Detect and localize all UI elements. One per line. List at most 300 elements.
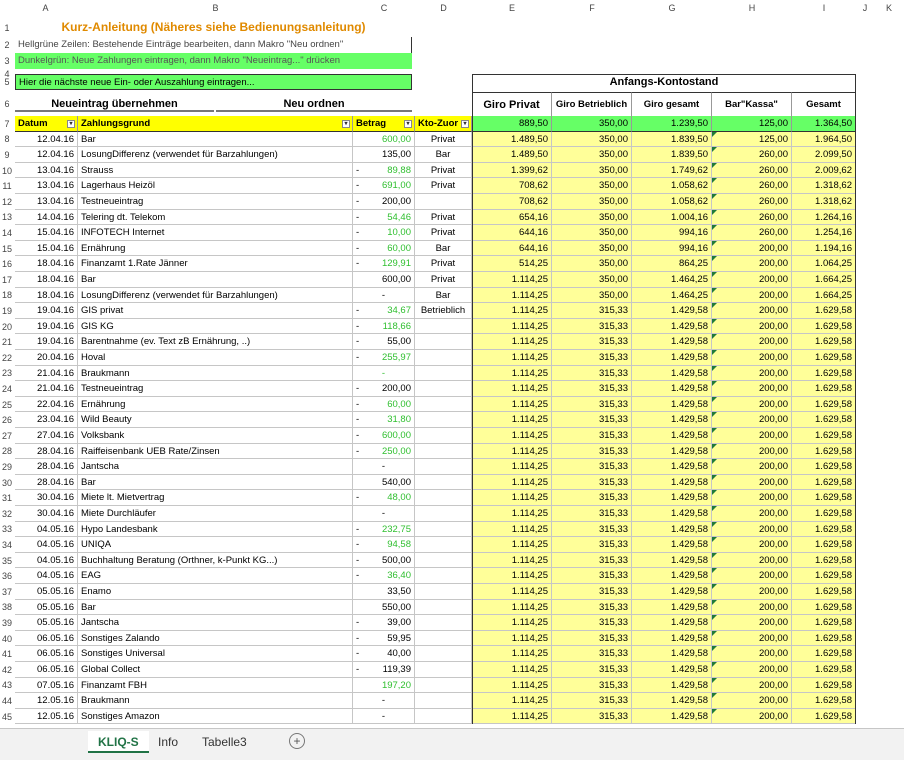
cell-giro-privat[interactable]: 1.114,25 [472, 615, 552, 631]
column-header-d[interactable]: D [440, 3, 447, 13]
row-number[interactable]: 34 [1, 539, 12, 550]
cell-gesamt[interactable]: 1.629,58 [792, 303, 856, 319]
cell-datum[interactable]: 12.04.16 [15, 132, 78, 148]
cell-giro-betrieblich[interactable]: 350,00 [552, 256, 632, 272]
cell-zahlungsgrund[interactable]: Strauss [78, 163, 353, 179]
cell-gesamt[interactable]: 1.629,58 [792, 522, 856, 538]
cell-giro-privat[interactable]: 1.114,25 [472, 709, 552, 725]
header-kto-zuor[interactable]: Kto-Zuor ▾ [415, 116, 472, 132]
cell-giro-gesamt[interactable]: 1.429,58 [632, 490, 712, 506]
cell-giro-privat[interactable]: 708,62 [472, 194, 552, 210]
cell-giro-betrieblich[interactable]: 315,33 [552, 412, 632, 428]
cell-kto-zuor[interactable] [415, 615, 472, 631]
cell-kto-zuor[interactable] [415, 334, 472, 350]
cell-giro-privat[interactable]: 1.114,25 [472, 366, 552, 382]
cell-betrag[interactable]: - [353, 506, 415, 522]
cell-kto-zuor[interactable] [415, 350, 472, 366]
row-number[interactable]: 16 [1, 259, 12, 270]
instruction-line-3[interactable]: Dunkelgrün: Neue Zahlungen eintragen, dann Makro "Neueintrag..." drücken [15, 53, 412, 69]
cell-datum[interactable]: 20.04.16 [15, 350, 78, 366]
cell-datum[interactable]: 22.04.16 [15, 397, 78, 413]
cell-betrag[interactable]: 232,75 - [353, 522, 415, 538]
cell-betrag[interactable]: - [353, 709, 415, 725]
row-number[interactable]: 42 [1, 664, 12, 675]
row-number[interactable]: 3 [4, 56, 10, 66]
cell-bar-kassa[interactable]: 260,00 [712, 210, 792, 226]
cell-gesamt[interactable]: 1.629,58 [792, 459, 856, 475]
cell-datum[interactable]: 28.04.16 [15, 475, 78, 491]
start-balance-giro-gesamt[interactable]: 1.239,50 [632, 116, 712, 132]
cell-bar-kassa[interactable]: 200,00 [712, 646, 792, 662]
cell-kto-zuor[interactable] [415, 709, 472, 725]
cell-giro-gesamt[interactable]: 1.429,58 [632, 646, 712, 662]
cell-gesamt[interactable]: 1.629,58 [792, 412, 856, 428]
cell-giro-betrieblich[interactable]: 315,33 [552, 678, 632, 694]
cell-datum[interactable]: 19.04.16 [15, 319, 78, 335]
header-giro-privat[interactable]: Giro Privat [472, 92, 552, 116]
row-number[interactable]: 17 [1, 274, 12, 285]
cell-datum[interactable]: 30.04.16 [15, 490, 78, 506]
cell-gesamt[interactable]: 1.629,58 [792, 568, 856, 584]
cell-giro-betrieblich[interactable]: 315,33 [552, 506, 632, 522]
cell-betrag[interactable]: 59,95 - [353, 631, 415, 647]
row-number[interactable]: 12 [1, 196, 12, 207]
column-header-j[interactable]: J [862, 3, 868, 13]
cell-betrag[interactable]: 255,97 - [353, 350, 415, 366]
header-datum[interactable]: Datum ▾ [15, 116, 78, 132]
cell-zahlungsgrund[interactable]: Wild Beauty [78, 412, 353, 428]
cell-giro-gesamt[interactable]: 1.839,50 [632, 147, 712, 163]
row-number[interactable]: 13 [1, 212, 12, 223]
row-number[interactable]: 8 [4, 134, 10, 145]
instruction-line-2[interactable]: Hellgrüne Zeilen: Bestehende Einträge bearbeiten, dann Makro "Neu ordnen" [15, 37, 412, 53]
filter-dropdown-icon[interactable]: ▾ [342, 120, 350, 128]
cell-giro-gesamt[interactable]: 1.429,58 [632, 662, 712, 678]
cell-giro-betrieblich[interactable]: 315,33 [552, 522, 632, 538]
row-number[interactable]: 37 [1, 586, 12, 597]
cell-gesamt[interactable]: 1.064,25 [792, 256, 856, 272]
cell-giro-privat[interactable]: 1.114,25 [472, 381, 552, 397]
cell-gesamt[interactable]: 1.629,58 [792, 475, 856, 491]
cell-betrag[interactable]: 600,00 [353, 272, 415, 288]
cell-giro-privat[interactable]: 1.114,25 [472, 600, 552, 616]
cell-kto-zuor[interactable] [415, 693, 472, 709]
cell-datum[interactable]: 21.04.16 [15, 366, 78, 382]
row-number[interactable]: 29 [1, 461, 12, 472]
cell-giro-gesamt[interactable]: 1.429,58 [632, 475, 712, 491]
cell-zahlungsgrund[interactable]: GIS privat [78, 303, 353, 319]
cell-betrag[interactable]: 118,66 - [353, 319, 415, 335]
cell-giro-betrieblich[interactable]: 315,33 [552, 693, 632, 709]
cell-kto-zuor[interactable]: Betrieblich [415, 303, 472, 319]
cell-betrag[interactable]: 500,00 - [353, 553, 415, 569]
cell-gesamt[interactable]: 1.629,58 [792, 397, 856, 413]
cell-zahlungsgrund[interactable]: Bar [78, 600, 353, 616]
column-header-h[interactable]: H [748, 3, 756, 13]
row-number[interactable]: 23 [1, 368, 12, 379]
cell-kto-zuor[interactable] [415, 319, 472, 335]
row-number[interactable]: 30 [1, 477, 12, 488]
cell-gesamt[interactable]: 1.629,58 [792, 381, 856, 397]
cell-zahlungsgrund[interactable]: Lagerhaus Heizöl [78, 178, 353, 194]
cell-giro-privat[interactable]: 644,16 [472, 225, 552, 241]
cell-bar-kassa[interactable]: 200,00 [712, 693, 792, 709]
column-header-i[interactable]: I [822, 3, 826, 13]
cell-bar-kassa[interactable]: 200,00 [712, 319, 792, 335]
cell-bar-kassa[interactable]: 200,00 [712, 553, 792, 569]
column-header-a[interactable]: A [42, 3, 49, 13]
cell-gesamt[interactable]: 1.629,58 [792, 693, 856, 709]
cell-giro-gesamt[interactable]: 1.429,58 [632, 709, 712, 725]
add-sheet-icon[interactable]: + [289, 733, 305, 749]
cell-giro-betrieblich[interactable]: 315,33 [552, 646, 632, 662]
cell-giro-betrieblich[interactable]: 315,33 [552, 568, 632, 584]
cell-kto-zuor[interactable]: Privat [415, 163, 472, 179]
header-bar-kassa[interactable]: Bar"Kassa" [712, 92, 792, 116]
cell-bar-kassa[interactable]: 200,00 [712, 350, 792, 366]
cell-betrag[interactable]: 540,00 [353, 475, 415, 491]
cell-giro-betrieblich[interactable]: 350,00 [552, 163, 632, 179]
cell-kto-zuor[interactable] [415, 678, 472, 694]
cell-betrag[interactable]: 94,58 - [353, 537, 415, 553]
cell-giro-privat[interactable]: 1.114,25 [472, 553, 552, 569]
cell-datum[interactable]: 06.05.16 [15, 631, 78, 647]
row-number[interactable]: 14 [1, 227, 12, 238]
cell-bar-kassa[interactable]: 200,00 [712, 522, 792, 538]
cell-giro-gesamt[interactable]: 1.058,62 [632, 194, 712, 210]
cell-datum[interactable]: 18.04.16 [15, 256, 78, 272]
cell-gesamt[interactable]: 1.629,58 [792, 350, 856, 366]
cell-bar-kassa[interactable]: 200,00 [712, 303, 792, 319]
cell-giro-gesamt[interactable]: 1.429,58 [632, 506, 712, 522]
cell-bar-kassa[interactable]: 200,00 [712, 475, 792, 491]
cell-kto-zuor[interactable] [415, 600, 472, 616]
cell-giro-betrieblich[interactable]: 315,33 [552, 490, 632, 506]
cell-giro-betrieblich[interactable]: 315,33 [552, 631, 632, 647]
cell-bar-kassa[interactable]: 200,00 [712, 537, 792, 553]
cell-giro-betrieblich[interactable]: 315,33 [552, 334, 632, 350]
cell-zahlungsgrund[interactable]: Bar [78, 132, 353, 148]
cell-zahlungsgrund[interactable]: GIS KG [78, 319, 353, 335]
cell-datum[interactable]: 04.05.16 [15, 522, 78, 538]
cell-giro-gesamt[interactable]: 1.429,58 [632, 693, 712, 709]
cell-giro-gesamt[interactable]: 1.429,58 [632, 303, 712, 319]
cell-kto-zuor[interactable]: Bar [415, 147, 472, 163]
cell-zahlungsgrund[interactable]: Sonstiges Zalando [78, 631, 353, 647]
cell-bar-kassa[interactable]: 260,00 [712, 178, 792, 194]
cell-datum[interactable]: 28.04.16 [15, 459, 78, 475]
cell-bar-kassa[interactable]: 200,00 [712, 381, 792, 397]
header-betrag[interactable]: Betrag ▾ [353, 116, 415, 132]
cell-datum[interactable]: 07.05.16 [15, 678, 78, 694]
cell-giro-gesamt[interactable]: 1.429,58 [632, 319, 712, 335]
cell-betrag[interactable]: 31,80 - [353, 412, 415, 428]
cell-bar-kassa[interactable]: 260,00 [712, 163, 792, 179]
cell-kto-zuor[interactable]: Privat [415, 178, 472, 194]
cell-betrag[interactable]: 200,00 - [353, 194, 415, 210]
row-number[interactable]: 25 [1, 399, 12, 410]
cell-giro-privat[interactable]: 1.114,25 [472, 568, 552, 584]
cell-betrag[interactable]: 691,00 - [353, 178, 415, 194]
cell-zahlungsgrund[interactable]: Bar [78, 272, 353, 288]
cell-gesamt[interactable]: 1.318,62 [792, 194, 856, 210]
cell-kto-zuor[interactable] [415, 475, 472, 491]
cell-kto-zuor[interactable]: Privat [415, 272, 472, 288]
row-number[interactable]: 26 [1, 415, 12, 426]
cell-bar-kassa[interactable]: 200,00 [712, 334, 792, 350]
cell-gesamt[interactable]: 1.194,16 [792, 241, 856, 257]
cell-zahlungsgrund[interactable]: Braukmann [78, 366, 353, 382]
header-giro-gesamt[interactable]: Giro gesamt [632, 92, 712, 116]
cell-kto-zuor[interactable] [415, 490, 472, 506]
cell-betrag[interactable]: 129,91 - [353, 256, 415, 272]
cell-giro-gesamt[interactable]: 1.429,58 [632, 615, 712, 631]
cell-betrag[interactable]: 55,00 - [353, 334, 415, 350]
row-number[interactable]: 9 [4, 149, 10, 160]
cell-kto-zuor[interactable] [415, 381, 472, 397]
cell-betrag[interactable]: 200,00 - [353, 381, 415, 397]
cell-gesamt[interactable]: 1.254,16 [792, 225, 856, 241]
cell-bar-kassa[interactable]: 200,00 [712, 709, 792, 725]
cell-bar-kassa[interactable]: 200,00 [712, 366, 792, 382]
cell-giro-privat[interactable]: 1.114,25 [472, 288, 552, 304]
cell-zahlungsgrund[interactable]: Testneueintrag [78, 194, 353, 210]
row-number[interactable]: 33 [1, 524, 12, 535]
cell-giro-betrieblich[interactable]: 315,33 [552, 584, 632, 600]
cell-giro-gesamt[interactable]: 1.429,58 [632, 381, 712, 397]
cell-zahlungsgrund[interactable]: Hoval [78, 350, 353, 366]
cell-kto-zuor[interactable]: Privat [415, 225, 472, 241]
tab-tabelle3[interactable]: Tabelle3 [202, 735, 247, 749]
cell-giro-privat[interactable]: 1.114,25 [472, 444, 552, 460]
cell-datum[interactable]: 21.04.16 [15, 381, 78, 397]
row-number[interactable]: 18 [1, 290, 12, 301]
cell-giro-betrieblich[interactable]: 315,33 [552, 600, 632, 616]
cell-gesamt[interactable]: 1.629,58 [792, 444, 856, 460]
cell-giro-betrieblich[interactable]: 315,33 [552, 537, 632, 553]
header-gesamt[interactable]: Gesamt [792, 92, 856, 116]
filter-dropdown-icon[interactable]: ▾ [67, 120, 75, 128]
cell-giro-betrieblich[interactable]: 350,00 [552, 272, 632, 288]
cell-zahlungsgrund[interactable]: Finanzamt 1.Rate Jänner [78, 256, 353, 272]
cell-giro-privat[interactable]: 1.114,25 [472, 272, 552, 288]
cell-datum[interactable]: 13.04.16 [15, 178, 78, 194]
tab-info[interactable]: Info [158, 735, 179, 749]
cell-giro-privat[interactable]: 1.114,25 [472, 459, 552, 475]
cell-bar-kassa[interactable]: 200,00 [712, 256, 792, 272]
cell-bar-kassa[interactable]: 200,00 [712, 678, 792, 694]
cell-giro-betrieblich[interactable]: 350,00 [552, 194, 632, 210]
cell-giro-privat[interactable]: 708,62 [472, 178, 552, 194]
cell-gesamt[interactable]: 1.264,16 [792, 210, 856, 226]
row-number[interactable]: 39 [1, 617, 12, 628]
row-number[interactable]: 5 [4, 77, 10, 87]
cell-datum[interactable]: 06.05.16 [15, 646, 78, 662]
cell-zahlungsgrund[interactable]: Hypo Landesbank [78, 522, 353, 538]
cell-giro-gesamt[interactable]: 1.839,50 [632, 132, 712, 148]
column-header-k[interactable]: K [885, 3, 892, 13]
cell-giro-privat[interactable]: 1.114,25 [472, 412, 552, 428]
cell-giro-betrieblich[interactable]: 315,33 [552, 615, 632, 631]
cell-giro-gesamt[interactable]: 1.464,25 [632, 288, 712, 304]
cell-kto-zuor[interactable] [415, 459, 472, 475]
row-number[interactable]: 1 [4, 23, 10, 33]
cell-kto-zuor[interactable]: Privat [415, 210, 472, 226]
row-number[interactable]: 27 [1, 430, 12, 441]
cell-giro-betrieblich[interactable]: 350,00 [552, 147, 632, 163]
cell-zahlungsgrund[interactable]: Finanzamt FBH [78, 678, 353, 694]
cell-gesamt[interactable]: 2.099,50 [792, 147, 856, 163]
cell-gesamt[interactable]: 1.629,58 [792, 584, 856, 600]
cell-kto-zuor[interactable] [415, 553, 472, 569]
cell-giro-betrieblich[interactable]: 315,33 [552, 381, 632, 397]
cell-giro-betrieblich[interactable]: 315,33 [552, 319, 632, 335]
cell-bar-kassa[interactable]: 200,00 [712, 272, 792, 288]
cell-zahlungsgrund[interactable]: Telering dt. Telekom [78, 210, 353, 226]
cell-zahlungsgrund[interactable]: Enamo [78, 584, 353, 600]
cell-giro-gesamt[interactable]: 1.429,58 [632, 678, 712, 694]
cell-bar-kassa[interactable]: 200,00 [712, 428, 792, 444]
cell-datum[interactable]: 05.05.16 [15, 615, 78, 631]
cell-betrag[interactable]: 60,00 - [353, 241, 415, 257]
row-number[interactable]: 41 [1, 649, 12, 660]
cell-betrag[interactable]: - [353, 693, 415, 709]
cell-giro-gesamt[interactable]: 994,16 [632, 225, 712, 241]
start-balance-giro-privat[interactable]: 889,50 [472, 116, 552, 132]
cell-giro-privat[interactable]: 1.489,50 [472, 132, 552, 148]
cell-bar-kassa[interactable]: 200,00 [712, 397, 792, 413]
cell-giro-gesamt[interactable]: 1.429,58 [632, 350, 712, 366]
cell-giro-gesamt[interactable]: 1.429,58 [632, 334, 712, 350]
cell-gesamt[interactable]: 1.629,58 [792, 506, 856, 522]
cell-gesamt[interactable]: 1.629,58 [792, 631, 856, 647]
cell-betrag[interactable]: 34,67 - [353, 303, 415, 319]
row-number[interactable]: 10 [1, 165, 12, 176]
cell-datum[interactable]: 30.04.16 [15, 506, 78, 522]
cell-betrag[interactable]: 60,00 - [353, 397, 415, 413]
cell-kto-zuor[interactable] [415, 646, 472, 662]
cell-bar-kassa[interactable]: 200,00 [712, 506, 792, 522]
cell-datum[interactable]: 23.04.16 [15, 412, 78, 428]
cell-zahlungsgrund[interactable]: Braukmann [78, 693, 353, 709]
column-header-c[interactable]: C [380, 3, 388, 13]
header-giro-betrieblich[interactable]: Giro Betrieblich [552, 92, 632, 116]
row-number[interactable]: 31 [1, 493, 12, 504]
header-zahlungsgrund[interactable]: Zahlungsgrund ▾ [78, 116, 353, 132]
cell-betrag[interactable]: 33,50 [353, 584, 415, 600]
cell-giro-betrieblich[interactable]: 315,33 [552, 553, 632, 569]
cell-gesamt[interactable]: 1.629,58 [792, 537, 856, 553]
title-cell[interactable]: Kurz-Anleitung (Näheres siehe Bedienungsanleitung) [61, 20, 366, 34]
cell-datum[interactable]: 05.05.16 [15, 584, 78, 600]
cell-zahlungsgrund[interactable]: Jantscha [78, 459, 353, 475]
cell-zahlungsgrund[interactable]: Buchhaltung Beratung (Orthner, k-Punkt KG...) [78, 553, 353, 569]
cell-giro-privat[interactable]: 1.114,25 [472, 693, 552, 709]
filter-dropdown-icon[interactable]: ▾ [461, 120, 469, 128]
cell-gesamt[interactable]: 1.629,58 [792, 615, 856, 631]
cell-giro-gesamt[interactable]: 1.429,58 [632, 428, 712, 444]
cell-giro-gesamt[interactable]: 1.429,58 [632, 568, 712, 584]
cell-giro-betrieblich[interactable]: 315,33 [552, 303, 632, 319]
cell-giro-gesamt[interactable]: 1.058,62 [632, 178, 712, 194]
cell-betrag[interactable]: 48,00 - [353, 490, 415, 506]
cell-giro-gesamt[interactable]: 1.429,58 [632, 553, 712, 569]
cell-giro-betrieblich[interactable]: 350,00 [552, 288, 632, 304]
row-number[interactable]: 4 [4, 69, 10, 79]
cell-giro-privat[interactable]: 1.489,50 [472, 147, 552, 163]
row-number[interactable]: 19 [1, 305, 12, 316]
cell-gesamt[interactable]: 1.629,58 [792, 662, 856, 678]
cell-giro-privat[interactable]: 1.114,25 [472, 319, 552, 335]
cell-kto-zuor[interactable] [415, 397, 472, 413]
row-number[interactable]: 11 [2, 181, 12, 192]
cell-gesamt[interactable]: 1.629,58 [792, 678, 856, 694]
cell-giro-betrieblich[interactable]: 315,33 [552, 350, 632, 366]
cell-datum[interactable]: 13.04.16 [15, 194, 78, 210]
row-number[interactable]: 21 [1, 337, 12, 348]
cell-zahlungsgrund[interactable]: Sonstiges Amazon [78, 709, 353, 725]
cell-zahlungsgrund[interactable]: Testneueintrag [78, 381, 353, 397]
cell-giro-betrieblich[interactable]: 350,00 [552, 225, 632, 241]
cell-datum[interactable]: 18.04.16 [15, 272, 78, 288]
cell-giro-betrieblich[interactable]: 315,33 [552, 662, 632, 678]
column-header-b[interactable]: B [212, 3, 219, 13]
row-number[interactable]: 22 [1, 352, 12, 363]
cell-datum[interactable]: 27.04.16 [15, 428, 78, 444]
cell-giro-gesamt[interactable]: 1.429,58 [632, 366, 712, 382]
cell-datum[interactable]: 19.04.16 [15, 303, 78, 319]
cell-bar-kassa[interactable]: 200,00 [712, 459, 792, 475]
cell-kto-zuor[interactable] [415, 631, 472, 647]
cell-gesamt[interactable]: 1.964,50 [792, 132, 856, 148]
cell-giro-betrieblich[interactable]: 315,33 [552, 459, 632, 475]
cell-giro-privat[interactable]: 1.114,25 [472, 303, 552, 319]
cell-gesamt[interactable]: 1.629,58 [792, 366, 856, 382]
row-number[interactable]: 20 [1, 321, 12, 332]
cell-kto-zuor[interactable] [415, 537, 472, 553]
cell-giro-privat[interactable]: 1.114,25 [472, 397, 552, 413]
cell-gesamt[interactable]: 1.629,58 [792, 428, 856, 444]
cell-giro-betrieblich[interactable]: 350,00 [552, 210, 632, 226]
cell-gesamt[interactable]: 2.009,62 [792, 163, 856, 179]
cell-giro-privat[interactable]: 1.399,62 [472, 163, 552, 179]
cell-giro-betrieblich[interactable]: 315,33 [552, 366, 632, 382]
cell-zahlungsgrund[interactable]: Miete Durchläufer [78, 506, 353, 522]
row-number[interactable]: 43 [1, 680, 12, 691]
cell-datum[interactable]: 28.04.16 [15, 444, 78, 460]
cell-betrag[interactable]: 550,00 [353, 600, 415, 616]
row-number[interactable]: 40 [1, 633, 12, 644]
cell-giro-betrieblich[interactable]: 350,00 [552, 178, 632, 194]
cell-betrag[interactable]: 40,00 - [353, 646, 415, 662]
cell-betrag[interactable]: - [353, 366, 415, 382]
cell-kto-zuor[interactable] [415, 662, 472, 678]
cell-giro-betrieblich[interactable]: 315,33 [552, 397, 632, 413]
cell-betrag[interactable]: 36,40 - [353, 568, 415, 584]
cell-zahlungsgrund[interactable]: Jantscha [78, 615, 353, 631]
cell-betrag[interactable]: 600,00 - [353, 428, 415, 444]
cell-giro-privat[interactable]: 1.114,25 [472, 537, 552, 553]
cell-betrag[interactable]: 89,88 - [353, 163, 415, 179]
cell-giro-betrieblich[interactable]: 315,33 [552, 709, 632, 725]
cell-datum[interactable]: 12.05.16 [15, 709, 78, 725]
cell-gesamt[interactable]: 1.664,25 [792, 272, 856, 288]
cell-kto-zuor[interactable] [415, 584, 472, 600]
cell-giro-privat[interactable]: 1.114,25 [472, 490, 552, 506]
row-number[interactable]: 32 [1, 508, 12, 519]
cell-datum[interactable]: 04.05.16 [15, 537, 78, 553]
cell-zahlungsgrund[interactable]: EAG [78, 568, 353, 584]
